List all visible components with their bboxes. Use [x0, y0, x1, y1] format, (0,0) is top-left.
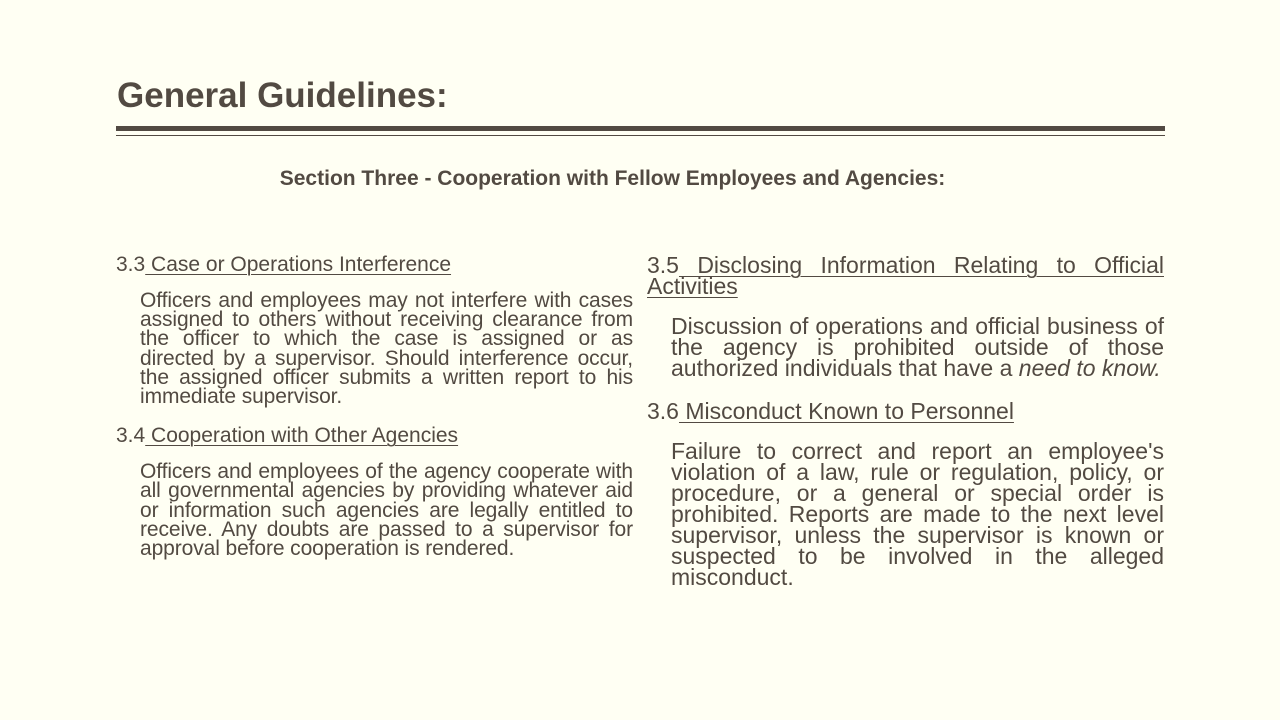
- section-3-5-body: [671, 313, 1164, 381]
- title-divider-thick: [116, 126, 1165, 131]
- section-3-4-body: Officers and employees of the agency cooperate with all governmental agencies by providing whatever aid or information such agencies are legally entitled to receive. Any doubts are passed to a supervisor for approval before cooperation is rendered.: [140, 460, 633, 561]
- section-3-4: [116, 424, 633, 561]
- section-3-3-body: Officers and employees may not interfere with cases assigned to others without receiving clearance from the officer to which the case is assigned or as directed by a supervisor. Should interference occur, the assigned officer submits a written report to his immediate supervisor.: [140, 289, 633, 409]
- title-divider-thin: [116, 135, 1165, 136]
- body-emphasis: need to know.: [1018, 355, 1161, 381]
- left-column: [116, 253, 633, 561]
- section-3-4-heading: [116, 424, 633, 448]
- section-title: Case or Operations Interference: [145, 253, 452, 276]
- section-number: 3.4: [116, 424, 146, 448]
- section-3-6-heading: [647, 398, 1164, 424]
- section-3-3-heading: [116, 253, 633, 277]
- section-3-3: [116, 253, 633, 409]
- section-title: Disclosing Information Relating to Official Activities: [647, 252, 1164, 299]
- section-3-6-body: Failure to correct and report an employee's violation of a law, rule or regulation, policy, or procedure, or a general or special order is prohibited. Reports are made to the next level supervisor, unless the supervisor is known or suspected to be involved in the alleged misconduct.: [671, 438, 1164, 590]
- body-text: Discussion of operations and official business of the agency is prohibited outside of those authorized individuals that have a: [671, 313, 1164, 381]
- section-number: 3.3: [116, 253, 146, 276]
- section-title: Cooperation with Other Agencies: [145, 424, 459, 448]
- right-column: [647, 252, 1164, 590]
- section-subtitle: Section Three - Cooperation with Fellow Employees and Agencies:: [279, 167, 946, 190]
- section-3-5: [647, 252, 1164, 381]
- section-number: 3.5: [647, 252, 679, 278]
- page-title: General Guidelines:: [117, 76, 448, 115]
- section-title: Misconduct Known to Personnel: [678, 398, 1014, 424]
- section-3-6: [647, 398, 1164, 590]
- section-number: 3.6: [647, 398, 679, 424]
- section-3-5-heading: [647, 252, 1164, 299]
